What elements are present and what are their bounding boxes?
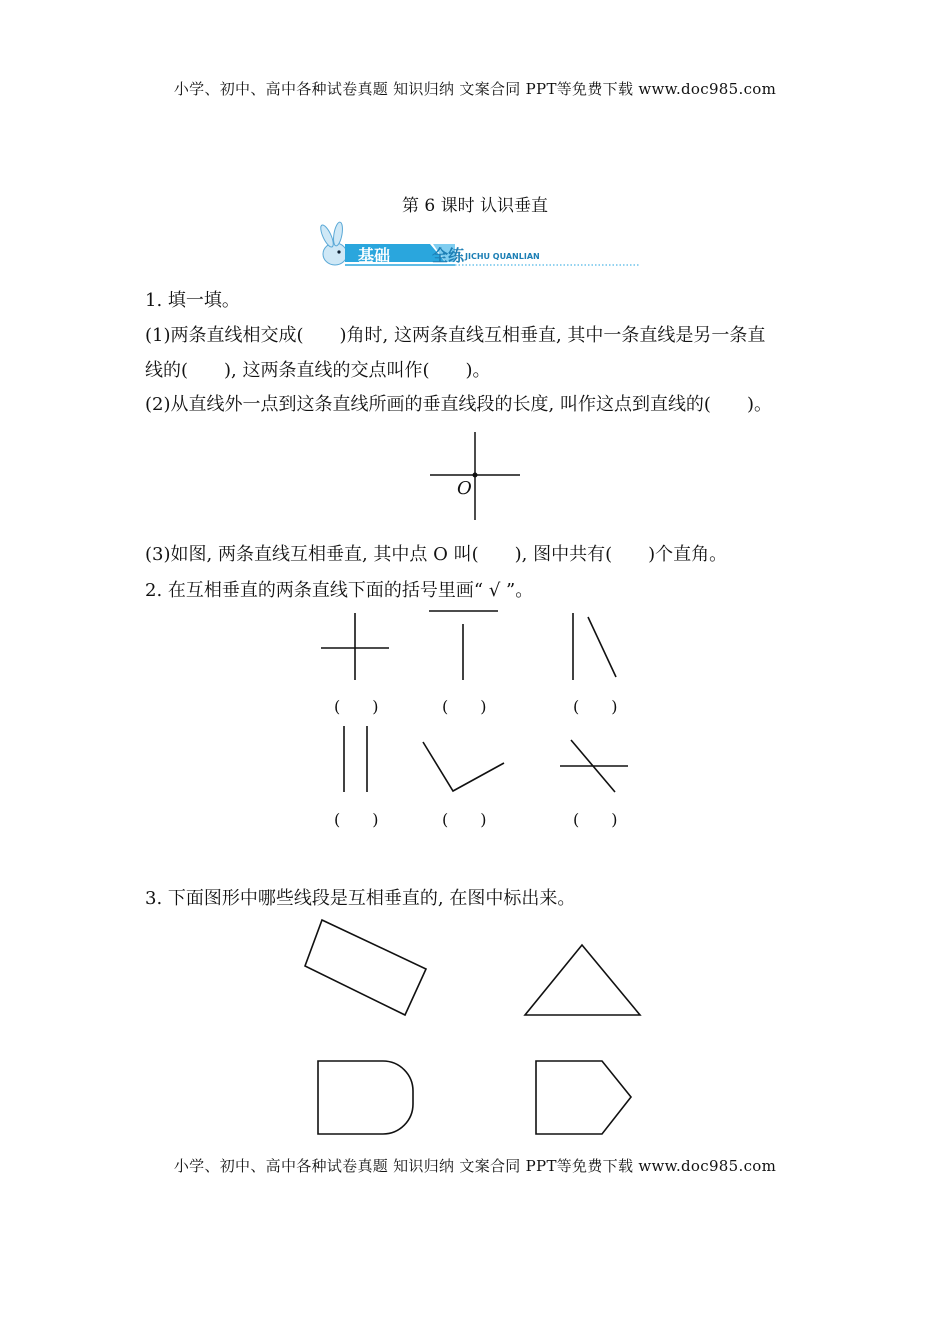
point-o-label: O bbox=[457, 478, 472, 499]
q1-title: 1. 填一填。 bbox=[145, 290, 240, 311]
answer-blank-5[interactable]: ( ) bbox=[442, 810, 487, 829]
rotated-rectangle-shape bbox=[305, 920, 426, 1015]
q1-part1-line1: (1)两条直线相交成( )角时, 这两条直线互相垂直, 其中一条直线是另一条直 bbox=[145, 325, 766, 346]
lesson-title: 第 6 课时 认识垂直 bbox=[401, 196, 549, 216]
q1-part1-line2: 线的( ), 这两条直线的交点叫作( )。 bbox=[145, 360, 491, 381]
triangle-shape bbox=[525, 945, 640, 1015]
answer-blank-2[interactable]: ( ) bbox=[442, 697, 487, 716]
q1-part3: (3)如图, 两条直线互相垂直, 其中点 O 叫( ), 图中共有( )个直角。 bbox=[145, 544, 728, 565]
banner-label-cn1: 基础 bbox=[358, 246, 391, 265]
answer-blank-4[interactable]: ( ) bbox=[334, 810, 379, 829]
banner-label-en: JICHU QUANLIAN bbox=[465, 252, 540, 261]
page-footer: 小学、初中、高中各种试卷真题 知识归纳 文案合同 PPT等免费下载 www.doc985.com bbox=[173, 1157, 777, 1175]
answer-blank-6[interactable]: ( ) bbox=[573, 810, 618, 829]
answer-blank-3[interactable]: ( ) bbox=[573, 697, 618, 716]
q3-title: 3. 下面图形中哪些线段是互相垂直的, 在图中标出来。 bbox=[145, 888, 576, 909]
answer-blank-1[interactable]: ( ) bbox=[334, 697, 379, 716]
pentagon-arrow-shape bbox=[536, 1061, 631, 1134]
q2-title: 2. 在互相垂直的两条直线下面的括号里画“ √ ”。 bbox=[145, 580, 534, 601]
d-shape bbox=[318, 1061, 413, 1134]
banner-label-cn2: 全练 bbox=[432, 246, 465, 265]
page-header: 小学、初中、高中各种试卷真题 知识归纳 文案合同 PPT等免费下载 www.doc985.com bbox=[173, 80, 777, 98]
q1-part2: (2)从直线外一点到这条直线所画的垂直线段的长度, 叫作这点到直线的( )。 bbox=[145, 394, 772, 415]
